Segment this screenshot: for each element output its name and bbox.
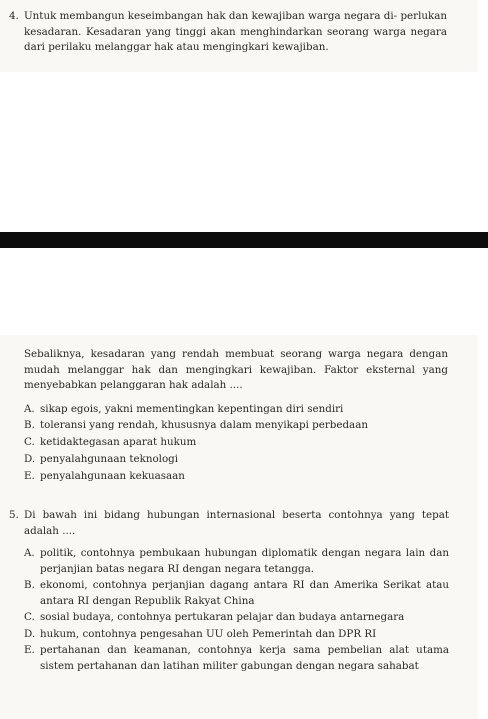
option-text: ketidaktegasan aparat hukum — [40, 436, 197, 449]
option-text: ekonomi, contohnya perjanjian dagang antara RI dan Amerika Serikat atau antara RI dengan Republik Rakyat China — [40, 579, 449, 607]
question-4-number: 4. — [9, 10, 19, 22]
option-text: politik, contohnya pembukaan hubungan diplomatik dengan negara lain dan perjanjian batas negara RI dengan negara tetangga. — [40, 547, 449, 575]
option-letter: B. — [24, 419, 35, 432]
question-5 — [9, 508, 449, 675]
option-letter: C. — [24, 436, 35, 449]
question-4 — [9, 9, 447, 56]
option-letter: D. — [24, 627, 36, 640]
option-4d[interactable] — [24, 452, 448, 468]
question-4-options — [24, 402, 448, 485]
option-5a[interactable] — [24, 546, 449, 577]
option-5c[interactable] — [24, 610, 449, 626]
black-divider-band — [0, 232, 488, 248]
option-text: penyalahgunaan teknologi — [40, 452, 179, 465]
option-letter: C. — [24, 611, 35, 623]
option-text: penyalahgunaan kekuasaan — [40, 469, 185, 482]
option-4b[interactable] — [24, 418, 448, 434]
question-5-options — [24, 546, 449, 674]
option-4c[interactable] — [24, 435, 448, 451]
option-text: toleransi yang rendah, khususnya dalam menyikapi perbedaan — [40, 419, 368, 432]
option-letter: B. — [24, 579, 35, 591]
option-letter: E. — [24, 644, 35, 656]
question-5-number: 5. — [9, 509, 19, 521]
option-letter: A. — [24, 402, 35, 415]
option-5d[interactable] — [24, 627, 449, 643]
question-4-continuation — [24, 347, 448, 485]
option-text: sosial budaya, contohnya pertukaran pelajar dan budaya antarnegara — [40, 611, 405, 623]
option-letter: E. — [24, 469, 35, 482]
option-4e[interactable] — [24, 469, 448, 485]
question-4-continuation-text: Sebaliknya, kesadaran yang rendah membuat seorang warga negara dengan mudah melanggar hak dan mengingkari kewajiban. Faktor eksternal yang menyebabkan pelanggaran hak adalah .... — [24, 348, 448, 391]
option-5e[interactable] — [24, 643, 449, 674]
question-5-text: Di bawah ini bidang hubungan internasional beserta contohnya yang tepat adalah .... — [24, 509, 449, 537]
option-letter: A. — [24, 547, 35, 559]
option-text: pertahanan dan keamanan, contohnya kerja sama pembelian alat utama sistem pertahanan dan latihan militer gabungan dengan negara sahabat — [40, 644, 449, 672]
question-4-text: Untuk membangun keseimbangan hak dan kewajiban warga negara di- perlukan kesadaran. Kesadaran yang tinggi akan menghindarkan seorang warga negara dari perilaku melanggar hak atau mengingkari kewajiban. — [24, 10, 447, 53]
option-text: sikap egois, yakni mementingkan kepentingan diri sendiri — [40, 402, 344, 415]
option-5b[interactable] — [24, 578, 449, 609]
option-text: hukum, contohnya pengesahan UU oleh Pemerintah dan DPR RI — [40, 627, 377, 640]
option-letter: D. — [24, 452, 36, 465]
option-4a[interactable] — [24, 402, 448, 418]
